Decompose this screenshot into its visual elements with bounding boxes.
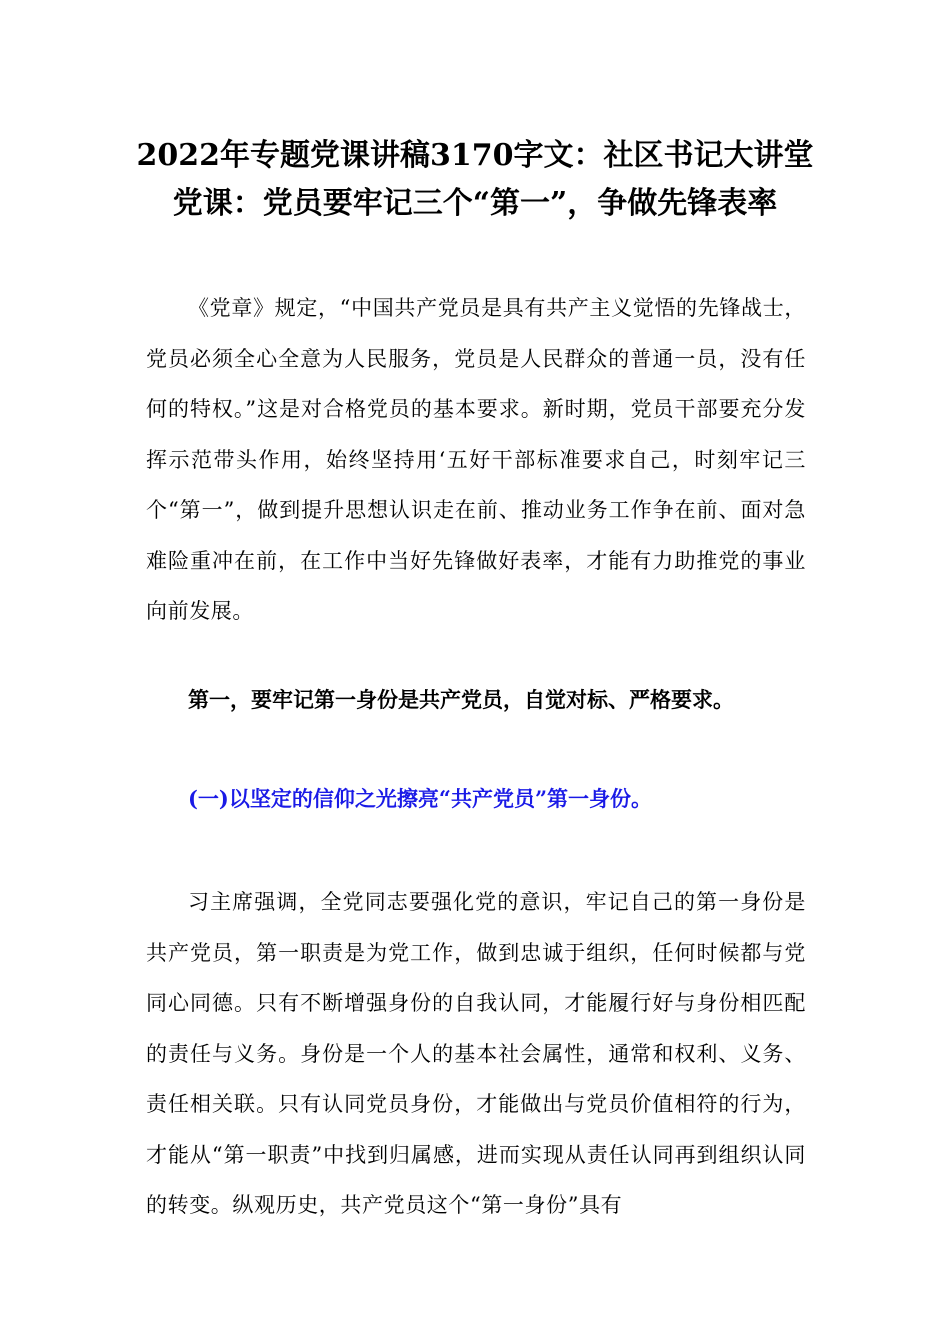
intro-paragraph: 《党章》规定，“中国共产党员是具有共产主义觉悟的先锋战士，党员必须全心全意为人民服务，党员是人民群众的普通一员，没有任何的特权。”这是对合格党员的基本要求。新时期，党员干部要充分发挥示范带头作用，始终坚持用‘五好干部标准要求自己，时刻牢记三个“第一”，做到提升思想认识走在前、推动业务工作争在前、面对急难险重冲在前，在工作中当好先锋做好表率，才能有力助推党的事业向前发展。 <box>146 296 806 623</box>
section-heading: 第一，要牢记第一身份是共产党员，自觉对标、严格要求。 <box>188 687 734 712</box>
document-title: 2022年专题党课讲稿3170字文：社区书记大讲堂党课：党员要牢记三个“第一”，争做先锋表率 <box>136 138 814 221</box>
body-paragraph: 习主席强调，全党同志要强化党的意识，牢记自己的第一身份是共产党员，第一职责是为党工作，做到忠诚于组织，任何时候都与党同心同德。只有不断增强身份的自我认同，才能履行好与身份相匹配的责任与义务。身份是一个人的基本社会属性，通常和权利、义务、责任相关联。只有认同党员身份，才能做出与党员价值相符的行为，才能从“第一职责”中找到归属感，进而实现从责任认同再到组织认同的转变。纵观历史，共产党员这个“第一身份”具有 <box>146 890 806 1217</box>
subsection-heading: (一)以坚定的信仰之光擦亮“共产党员”第一身份。 <box>188 786 653 811</box>
